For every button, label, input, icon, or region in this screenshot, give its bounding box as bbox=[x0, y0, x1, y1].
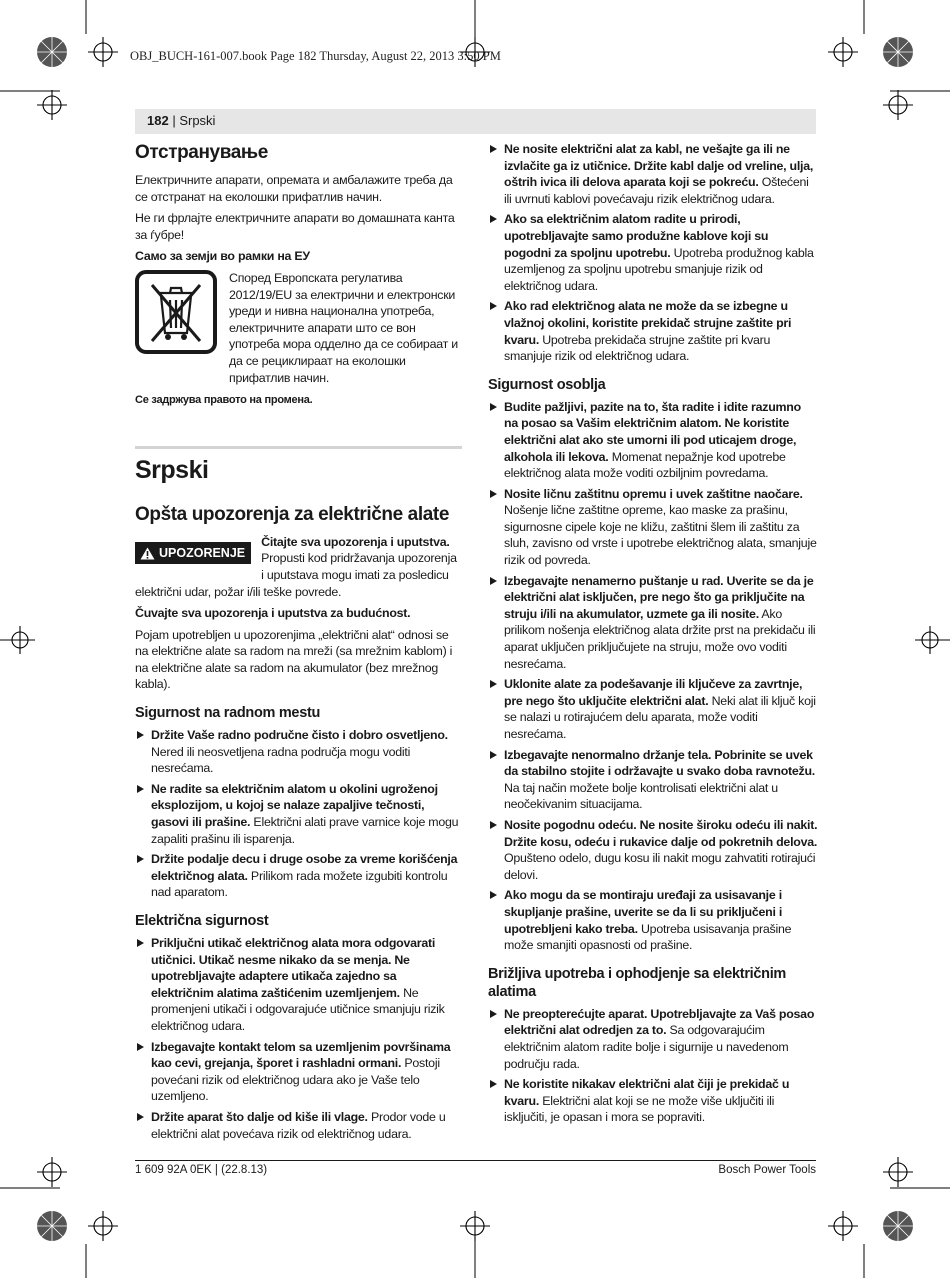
disposal-paragraph-1: Електричните апарати, опремата и амбалажите треба да се отстранат на еколошки прифатлив начин. bbox=[135, 173, 453, 204]
warning-triangle-icon bbox=[140, 547, 155, 560]
page-header-bar bbox=[135, 109, 816, 134]
bullet-triangle-icon bbox=[137, 731, 144, 739]
personal-safety-heading: Sigurnost osoblja bbox=[488, 376, 606, 393]
page-header bbox=[147, 113, 215, 128]
keep-instructions: Čuvajte sva upozorenja i uputstva za budućnost. bbox=[135, 606, 411, 621]
list-item: Ako rad električnog alata ne može da se izbegne u vlažnoj okolini, koristite prekidač strujne zaštite pri kvaru. Upotreba prekidača strujne zaštite pri kvaru smanjuje rizik od električnog udara. bbox=[488, 298, 818, 364]
electrical-safety-list bbox=[135, 935, 462, 1142]
warning-badge bbox=[135, 542, 251, 565]
reserved-rights-note: Се задржува правото на промена. bbox=[135, 394, 313, 407]
bullet-triangle-icon bbox=[137, 1043, 144, 1051]
list-item: Ne nosite električni alat za kabl, ne vešajte ga ili ne izvlačite ga iz utičnice. Držite kabl dalje od vreline, ulja, oštrih ivica ili delova aparata koji se pokreću. Oštećeni ili uvrnuti kablovi povećavaju rizik električnog udara. bbox=[488, 141, 818, 207]
warning-consequence: Propusti kod pridržavanja upozorenja i uputstava mogu imati za posledicu električni udar, požar i/ili teške povrede. bbox=[135, 551, 457, 599]
crossed-bin-icon bbox=[135, 270, 217, 354]
electrical-safety-heading: Električna sigurnost bbox=[135, 913, 269, 929]
bullet-triangle-icon bbox=[490, 751, 497, 759]
warning-badge-label: UPOZORENJE bbox=[159, 545, 246, 560]
weee-text: Според Европската регулатива 2012/19/EU за електрични и електронски уреди и нивна национална употреба, електричните апарати што се вон употреба мора одделно да се собираат и да се рециклираат на еколошки прифатлив начин. bbox=[229, 270, 458, 385]
bullet-triangle-icon bbox=[137, 785, 144, 793]
bullet-triangle-icon bbox=[490, 145, 497, 153]
work-area-list bbox=[135, 727, 462, 901]
personal-safety-list bbox=[488, 399, 818, 954]
page-number: 182 bbox=[147, 113, 169, 128]
term-definition: Pojam upotrebljen u upozorenjima „električni alat“ odnosi se na električne alate sa radom na mreži (sa mrežnim kablom) i na električne alate sa radom na akumulator (bez mrežnog kabla). bbox=[135, 627, 453, 692]
disposal-paragraph-2: Не ги фрлајте електричните апарати во домашната канта за ѓубре! bbox=[135, 211, 455, 242]
bullet-triangle-icon bbox=[490, 577, 497, 585]
list-item: Ne preopterećujte aparat. Upotrebljavajte za Vaš posao električni alat odredjen za to. Sa odgovarajućim električnim alatom radite bolje i sigurnije u navedenom području rada. bbox=[488, 1006, 818, 1072]
footer-doc-code: 1 609 92A 0EK | (22.8.13) bbox=[135, 1164, 268, 1176]
electrical-safety-list-continued bbox=[488, 141, 818, 365]
bullet-triangle-icon bbox=[137, 855, 144, 863]
list-item: Ne radite sa električnim alatom u okolini ugroženoj eksplozijom, u kojoj se nalaze zapaljive tečnosti, gasovi ili prašine. Električni alati prave varnice koje mogu zapaliti prašinu ili isparenja. bbox=[135, 781, 462, 847]
bullet-triangle-icon bbox=[137, 939, 144, 947]
bullet-triangle-icon bbox=[490, 891, 497, 899]
bullet-triangle-icon bbox=[490, 821, 497, 829]
general-warnings-heading: Opšta upozorenja za električne alate bbox=[135, 503, 449, 525]
left-column bbox=[135, 141, 462, 1146]
bullet-triangle-icon bbox=[490, 680, 497, 688]
bullet-triangle-icon bbox=[137, 1113, 144, 1121]
header-separator: | bbox=[168, 113, 180, 128]
list-item: Držite Vaše radno područne čisto i dobro osvetljeno. Nered ili neosvetljena radna područja mogu voditi nesrećama. bbox=[135, 727, 462, 777]
bullet-triangle-icon bbox=[490, 1080, 497, 1088]
bullet-triangle-icon bbox=[490, 302, 497, 310]
right-column bbox=[488, 141, 818, 1130]
list-item: Nosite pogodnu odeću. Ne nosite široku odeću ili nakit. Držite kosu, odeću i rukavice dalje od pokretnih delova. Opušteno odelo, dugu kosu ili nakit mogu zahvatiti rotirajući delovi. bbox=[488, 817, 818, 883]
tool-care-list bbox=[488, 1006, 818, 1126]
section-divider bbox=[135, 446, 462, 449]
footer-rule bbox=[135, 1160, 816, 1161]
list-item: Budite pažljivi, pazite na to, šta radite i idite razumno na posao sa Vašim električnim alatom. Ne koristite električni alat ako ste umorni ili pod uticajem droge, alkohola ili lekova. Momenat nepažnje kod upotrebe električnog alata može voditi ozbiljnim povredama. bbox=[488, 399, 818, 482]
eu-only-heading: Само за земји во рамки на ЕУ bbox=[135, 249, 310, 264]
warning-paragraph bbox=[135, 534, 462, 600]
disposal-heading: Отстранување bbox=[135, 142, 268, 163]
list-item: Ako mogu da se montiraju uređaji za usisavanje i skupljanje prašine, uverite se da li su priključeni i upotrebljeni kako treba. Upotreba usisavanja prašine može smanjiti opasnosti od prašine. bbox=[488, 887, 818, 953]
language-heading: Srpski bbox=[135, 455, 209, 484]
list-item: Uklonite alate za podešavanje ili ključeve za zavrtnje, pre nego što uključite električni alat. Neki alat ili ključ koji se nalazi u rotirajućem delu aparata, može voditi nesrećama. bbox=[488, 676, 818, 742]
bullet-triangle-icon bbox=[490, 1010, 497, 1018]
list-item: Izbegavajte nenamerno puštanje u rad. Uverite se da je električni alat isključen, pre nego što ga priključite na struju i/ili na akumulator, uzmete ga ili nosite. Ako prilikom nošenja električnog alata držite prst na prekidaču ili aparat uključen priključujete na struju, može ovo voditi nesrećama. bbox=[488, 573, 818, 673]
footer-brand: Bosch Power Tools bbox=[718, 1164, 816, 1176]
header-section: Srpski bbox=[179, 113, 216, 128]
list-item: Držite aparat što dalje od kiše ili vlage. Prodor vode u električni alat povećava rizik od električnog udara. bbox=[135, 1109, 462, 1142]
bullet-triangle-icon bbox=[490, 403, 497, 411]
bullet-triangle-icon bbox=[490, 215, 497, 223]
list-item: Izbegavajte nenormalno držanje tela. Pobrinite se uvek da stabilno stojite i održavajte u svako doba ravnotežu. Na taj način možete bolje kontrolisati električni alat u neočekivanim situacijama. bbox=[488, 747, 818, 813]
list-item: Izbegavajte kontakt telom sa uzemljenim površinama kao cevi, grejanja, šporet i rashladni ormani. Postoji povećani rizik od električnog udara ako je Vaše telo uzemljeno. bbox=[135, 1039, 462, 1105]
print-job-line: OBJ_BUCH-161-007.book Page 182 Thursday, August 22, 2013 3:50 PM bbox=[130, 49, 501, 63]
work-area-heading: Sigurnost na radnom mestu bbox=[135, 705, 321, 722]
tool-care-heading: Brižljiva upotreba i ophodjenje sa električnim alatima bbox=[488, 965, 787, 1000]
list-item: Ne koristite nikakav električni alat čiji je prekidač u kvaru. Električni alat koji se ne može više uključiti ili isključiti, je opasan i mora se popraviti. bbox=[488, 1076, 818, 1126]
list-item: Ako sa električnim alatom radite u prirodi, upotrebljavajte samo produžne kablove koji su pogodni za spoljnu upotrebu. Upotreba produžnog kabla uzemljenog za spoljnu upotrebu smanjuje rizik od električnog udara. bbox=[488, 211, 818, 294]
list-item: Nosite ličnu zaštitnu opremu i uvek zaštitne naočare. Nošenje lične zaštitne opreme, kao maske za prašinu, sigurnosne cipele koje ne kližu, zaštitni šlem ili zaštitu za sluh, zavisno od vrste i upotrebe električnog alata, smanjuje rizik od povreda. bbox=[488, 486, 818, 569]
warning-read-instruction: Čitajte sva upozorenja i uputstva. bbox=[261, 534, 450, 549]
list-item: Držite podalje decu i druge osobe za vreme korišćenja električnog alata. Prilikom rada možete izgubiti kontrolu nad aparatom. bbox=[135, 851, 462, 901]
bullet-triangle-icon bbox=[490, 490, 497, 498]
list-item: Priključni utikač električnog alata mora odgovarati utičnici. Utikač nesme nikako da se menja. Ne upotrebljavajte adaptere utikača zajedno sa električnim alatima zaštićenim uzemljenjem. Ne promenjeni utikači i odgovarajuće utičnice smanjuju rizik električnog udara. bbox=[135, 935, 462, 1035]
weee-block bbox=[135, 270, 462, 386]
